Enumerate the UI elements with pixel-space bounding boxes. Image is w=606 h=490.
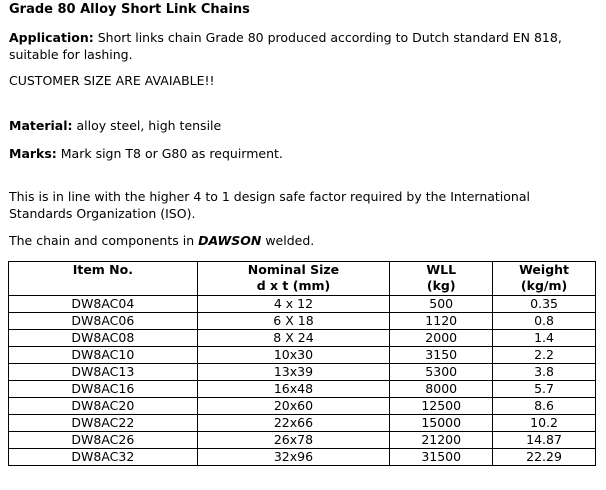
material-label: Material: xyxy=(9,118,73,133)
nominal-size-cell: 20x60 xyxy=(197,398,390,415)
nominal-size-cell: 13x39 xyxy=(197,364,390,381)
table-row xyxy=(9,296,596,313)
nominal-size-cell: 6 X 18 xyxy=(197,313,390,330)
item-no-cell: DW8AC26 xyxy=(9,432,198,449)
marks-paragraph xyxy=(9,146,594,163)
weight-cell: 8.6 xyxy=(493,398,596,415)
welded-note xyxy=(9,233,594,250)
weight-cell: 22.29 xyxy=(493,449,596,466)
wll-cell: 3150 xyxy=(390,347,493,364)
table-row xyxy=(9,330,596,347)
wll-cell: 21200 xyxy=(390,432,493,449)
item-no-cell: DW8AC04 xyxy=(9,296,198,313)
wll-cell: 8000 xyxy=(390,381,493,398)
item-no-cell: DW8AC32 xyxy=(9,449,198,466)
application-text: Short links chain Grade 80 produced according to Dutch standard EN 818, suitable for lashing. xyxy=(9,30,562,62)
customer-note: CUSTOMER SIZE ARE AVAIABLE!! xyxy=(9,73,215,88)
weight-cell: 0.35 xyxy=(493,296,596,313)
table-row xyxy=(9,347,596,364)
wll-cell: 15000 xyxy=(390,415,493,432)
brand-name: DAWSON xyxy=(198,233,262,248)
marks-label: Marks: xyxy=(9,146,57,161)
header-item-no: Item No. xyxy=(9,262,198,296)
nominal-size-cell: 8 X 24 xyxy=(197,330,390,347)
weight-cell: 10.2 xyxy=(493,415,596,432)
page-title: Grade 80 Alloy Short Link Chains xyxy=(9,2,250,17)
weight-cell: 0.8 xyxy=(493,313,596,330)
wll-cell: 12500 xyxy=(390,398,493,415)
header-wll: WLL (kg) xyxy=(390,262,493,296)
nominal-size-cell: 26x78 xyxy=(197,432,390,449)
application-paragraph xyxy=(9,30,594,63)
nominal-size-cell: 16x48 xyxy=(197,381,390,398)
table-row xyxy=(9,364,596,381)
weight-cell: 2.2 xyxy=(493,347,596,364)
weight-cell: 5.7 xyxy=(493,381,596,398)
item-no-cell: DW8AC13 xyxy=(9,364,198,381)
wll-cell: 5300 xyxy=(390,364,493,381)
welded-note-before: The chain and components in xyxy=(9,233,199,248)
table-row xyxy=(9,398,596,415)
welded-note-after: welded. xyxy=(261,233,315,248)
nominal-size-cell: 32x96 xyxy=(197,449,390,466)
header-nominal-size: Nominal Size d x t (mm) xyxy=(197,262,390,296)
item-no-cell: DW8AC10 xyxy=(9,347,198,364)
table-row xyxy=(9,432,596,449)
item-no-cell: DW8AC06 xyxy=(9,313,198,330)
nominal-size-cell: 10x30 xyxy=(197,347,390,364)
marks-text: Mark sign T8 or G80 as requirment. xyxy=(56,146,283,161)
item-no-cell: DW8AC08 xyxy=(9,330,198,347)
chain-spec-table xyxy=(8,261,596,466)
table-body xyxy=(9,296,596,466)
wll-cell: 31500 xyxy=(390,449,493,466)
weight-cell: 14.87 xyxy=(493,432,596,449)
table-header-row xyxy=(9,262,596,296)
table-row xyxy=(9,381,596,398)
material-text: alloy steel, high tensile xyxy=(72,118,222,133)
table-row xyxy=(9,415,596,432)
item-no-cell: DW8AC16 xyxy=(9,381,198,398)
table-row xyxy=(9,313,596,330)
weight-cell: 1.4 xyxy=(493,330,596,347)
nominal-size-cell: 4 x 12 xyxy=(197,296,390,313)
wll-cell: 1120 xyxy=(390,313,493,330)
header-weight: Weight (kg/m) xyxy=(493,262,596,296)
wll-cell: 2000 xyxy=(390,330,493,347)
item-no-cell: DW8AC20 xyxy=(9,398,198,415)
application-label: Application: xyxy=(9,30,94,45)
item-no-cell: DW8AC22 xyxy=(9,415,198,432)
nominal-size-cell: 22x66 xyxy=(197,415,390,432)
wll-cell: 500 xyxy=(390,296,493,313)
weight-cell: 3.8 xyxy=(493,364,596,381)
table-row xyxy=(9,449,596,466)
design-note: This is in line with the higher 4 to 1 design safe factor required by the International Standards Organization (ISO). xyxy=(9,189,530,221)
material-paragraph xyxy=(9,118,594,135)
